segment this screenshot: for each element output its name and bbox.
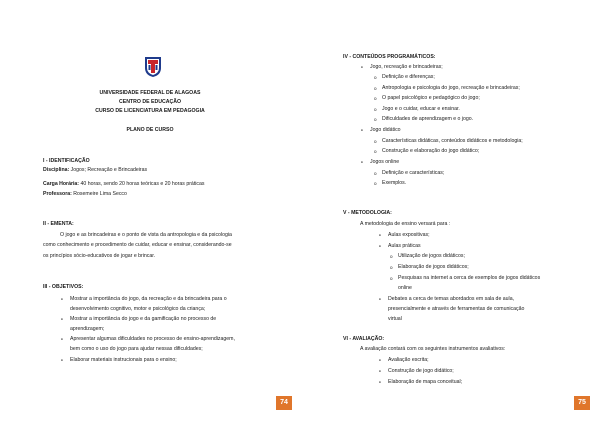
conteudo-subitem: o Dificuldades de aprendizagem e o jogo. bbox=[382, 116, 473, 123]
avaliacao-intro: A avaliação contará com os seguintes instrumentos avaliativos: bbox=[360, 346, 506, 352]
metodologia-subitem: o Utilização de jogos didáticos; bbox=[398, 253, 465, 260]
objetivo-item-cont: desenvolvimento cognitivo, motor e psicológico da criança; bbox=[70, 306, 206, 312]
metodologia-subitem: o Elaboração de jogos didáticos; bbox=[398, 264, 469, 271]
metodologia-item-cont: presencialmente e através de ferramentas de comunicação bbox=[388, 306, 525, 312]
metodologia-item: ● Aulas expositivas; bbox=[388, 232, 430, 239]
avaliacao-heading: VI - AVALIAÇÃO: bbox=[343, 336, 385, 342]
metodologia-item-cont: virtual bbox=[388, 316, 402, 322]
conteudo-subitem: o Definição e diferenças; bbox=[382, 74, 435, 81]
disciplina-line: Disciplina: Jogos; Recreação e Brincadeiras bbox=[43, 167, 148, 173]
university-crest-icon bbox=[144, 56, 162, 78]
conteudo-subitem: o Características didáticas, conteúdos didáticos e metodologia; bbox=[382, 138, 523, 145]
university-name: UNIVERSIDADE FEDERAL DE ALAGOAS bbox=[99, 90, 201, 96]
ementa-heading: II - EMENTA: bbox=[43, 221, 74, 227]
metodologia-heading: V - METODOLOGIA: bbox=[343, 210, 392, 216]
objetivos-heading: III - OBJETIVOS: bbox=[43, 284, 84, 290]
right-page bbox=[300, 0, 600, 424]
course-name: CURSO DE LICENCIATURA EM PEDAGOGIA bbox=[95, 108, 205, 114]
metodologia-item: ● Aulas práticas bbox=[388, 243, 421, 250]
page-number-left: 74 bbox=[276, 396, 292, 410]
metodologia-subitem: o Pesquisas na internet a cerca de exemplos de jogos didáticos bbox=[398, 275, 540, 282]
identificacao-heading: I - IDENTIFICAÇÃO bbox=[43, 158, 90, 164]
conteudo-subitem: o Antropologia e psicologia do jogo, recreação e brincadeiras; bbox=[382, 85, 520, 92]
conteudo-subitem: o Exemplos. bbox=[382, 180, 406, 187]
conteudo-subitem: o Construção e elaboração do jogo didático; bbox=[382, 148, 479, 155]
objetivo-item-cont: aprendizagem; bbox=[70, 326, 105, 332]
objetivo-item-cont: bem como o uso do jogo para ajudar nessas dificuldades; bbox=[70, 346, 203, 352]
ementa-line: os princípios sócio-educativos de jogar e brincar. bbox=[43, 253, 156, 259]
conteudo-item: ● Jogos online bbox=[370, 159, 399, 166]
ementa-line: como conhecimento e procedimento de cuidar, educar e ensinar, considerando-se bbox=[43, 242, 232, 248]
objetivo-item: ● Mostrar a importância do jogo, da recreação e da brincadeira para o bbox=[70, 296, 227, 303]
professora-line: Professora: Rosemeire Lima Secco bbox=[43, 191, 127, 197]
metodologia-subitem-cont: online bbox=[398, 285, 412, 291]
avaliacao-item: ● Elaboração de mapa conceitual; bbox=[388, 379, 462, 386]
avaliacao-item: ● Construção de jogo didático; bbox=[388, 368, 454, 375]
conteudos-heading: IV - CONTEÚDOS PROGRAMÁTICOS: bbox=[343, 54, 436, 60]
document-title: PLANO DE CURSO bbox=[126, 127, 174, 133]
metodologia-intro: A metodologia de ensino versará para : bbox=[360, 221, 451, 227]
conteudo-subitem: o O papel psicológico e pedagógico do jogo; bbox=[382, 95, 480, 102]
ementa-line: O jogo e as brincadeiras e o ponto de vista da antropologia e da psicologia bbox=[60, 232, 232, 238]
conteudo-item: ● Jogo, recreação e brincadeiras; bbox=[370, 64, 443, 71]
conteudo-subitem: o Jogo e o cuidar, educar e ensinar. bbox=[382, 106, 460, 113]
objetivo-item: ● Mostrar a importância do jogo e da gamificação no processo de bbox=[70, 316, 216, 323]
avaliacao-item: ● Avaliação escrita; bbox=[388, 357, 429, 364]
center-name: CENTRO DE EDUCAÇÃO bbox=[119, 99, 181, 105]
page-number-right: 75 bbox=[574, 396, 590, 410]
conteudo-subitem: o Definição e características; bbox=[382, 170, 444, 177]
metodologia-item: ● Debates a cerca de temas abordados em sala de aula, bbox=[388, 296, 514, 303]
objetivo-item: ● Elaborar materiais instrucionais para o ensino; bbox=[70, 357, 177, 364]
objetivo-item: ● Apresentar algumas dificuldades no processo de ensino-aprendizagem, bbox=[70, 336, 235, 343]
carga-horaria-line: Carga Horária: 40 horas, sendo 20 horas teóricas e 20 horas práticas bbox=[43, 181, 205, 187]
conteudo-item: ● Jogo didático bbox=[370, 127, 401, 134]
